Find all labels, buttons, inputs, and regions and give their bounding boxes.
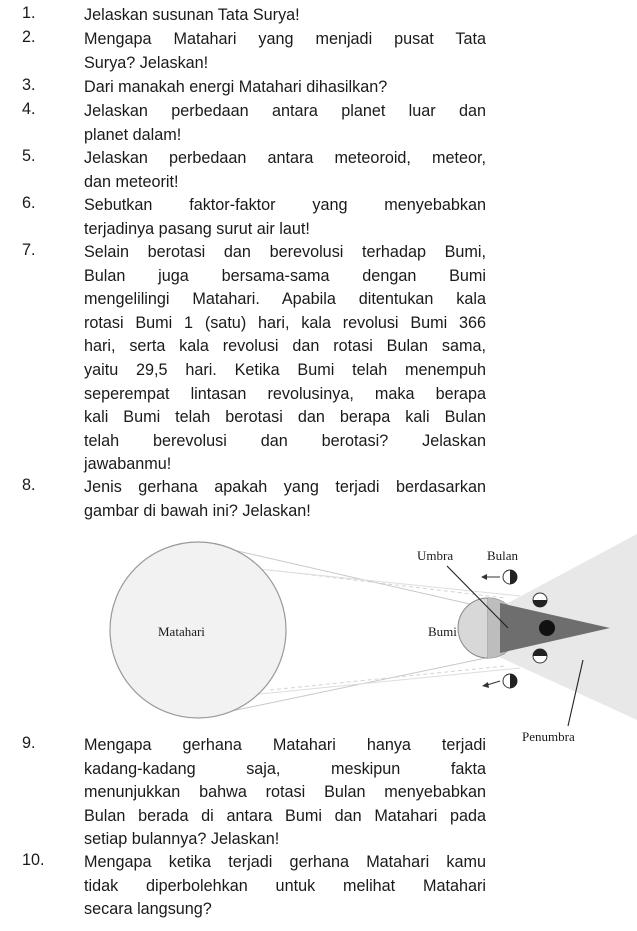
question-text: [84, 100, 486, 147]
question-line: seperempat lintasan revolusinya, maka berapa: [84, 384, 486, 403]
moon-label: Bulan: [487, 548, 519, 563]
question-line: Surya? Jelaskan!: [84, 53, 209, 72]
question-line: Bulan juga bersama-sama dengan Bumi: [84, 266, 486, 285]
question-line: tidak diperbolehkan untuk melihat Matahari: [84, 876, 486, 895]
question-text: [84, 147, 486, 194]
question-line: gambar di bawah ini? Jelaskan!: [84, 501, 311, 520]
question-line: terjadinya pasang surut air laut!: [84, 219, 310, 238]
question-text: [84, 476, 486, 523]
moon-phase: [533, 649, 547, 663]
question-text: [84, 194, 486, 241]
question-line: jawabanmu!: [84, 455, 172, 474]
moon-phase: [533, 593, 547, 607]
question-line: hari, serta kala revolusi dan rotasi Bulan sama,: [84, 337, 486, 356]
question-number: 7.: [22, 241, 36, 259]
earth-label: Bumi: [428, 624, 457, 639]
question-text: [84, 241, 486, 477]
question-line: kadang-kadang saja, meskipun fakta: [84, 759, 486, 778]
question-number: 10.: [22, 851, 45, 869]
question-line: menunjukkan bahwa rotasi Bulan menyebabkan: [84, 783, 486, 802]
question-line: Mengapa gerhana Matahari hanya terjadi: [84, 736, 486, 754]
question-number: 8.: [22, 476, 36, 494]
question-line: kali Bumi telah berotasi dan berapa kali Bulan: [84, 408, 486, 427]
question-line: Jelaskan perbedaan antara meteoroid, meteor,: [84, 149, 486, 167]
question-text: [84, 28, 486, 75]
question-text: [84, 734, 486, 852]
question-line: Jenis gerhana apakah yang terjadi berdasarkan: [84, 478, 486, 496]
moon-eclipsed: [539, 620, 555, 636]
question-number: 9.: [22, 734, 36, 752]
moon-phase: [503, 570, 517, 584]
question-line: Mengapa ketika terjadi gerhana Matahari kamu: [84, 853, 486, 871]
lunar-eclipse-diagram: [0, 530, 637, 745]
question-number: 5.: [22, 147, 36, 165]
umbra-label: Umbra: [417, 548, 454, 563]
question-text: [84, 76, 486, 100]
question-number: 6.: [22, 194, 36, 212]
question-line: telah berevolusi dan berotasi? Jelaskan: [84, 431, 486, 450]
sun-label: Matahari: [158, 624, 205, 639]
question-line: setiap bulannya? Jelaskan!: [84, 830, 280, 849]
question-line: planet dalam!: [84, 125, 182, 144]
orbit-arrow: [487, 681, 500, 685]
penumbra-label: Penumbra: [522, 729, 575, 744]
question-line: secara langsung?: [84, 900, 212, 919]
question-line: Dari manakah energi Matahari dihasilkan?: [84, 78, 388, 96]
question-line: Mengapa Matahari yang menjadi pusat Tata: [84, 30, 486, 48]
question-line: Sebutkan faktor-faktor yang menyebabkan: [84, 196, 486, 214]
question-number: 2.: [22, 28, 36, 46]
question-line: Jelaskan susunan Tata Surya!: [84, 6, 300, 24]
orbit-arrow-head: [482, 682, 489, 688]
question-line: rotasi Bumi 1 (satu) hari, kala revolusi Bumi 366: [84, 313, 486, 332]
question-line: mengelilingi Matahari. Apabila ditentukan kala: [84, 290, 486, 309]
orbit-arrow-head: [481, 574, 487, 580]
question-text: [84, 4, 486, 28]
question-line: Bulan berada di antara Bumi dan Matahari pada: [84, 806, 486, 825]
question-number: 4.: [22, 100, 36, 118]
question-line: Jelaskan perbedaan antara planet luar dan: [84, 102, 486, 120]
question-line: yaitu 29,5 hari. Ketika Bumi telah menempuh: [84, 360, 486, 379]
question-text: [84, 851, 486, 922]
question-line: dan meteorit!: [84, 172, 179, 191]
question-number: 3.: [22, 76, 36, 94]
question-line: Selain berotasi dan berevolusi terhadap Bumi,: [84, 243, 486, 261]
moon-phase: [503, 674, 517, 688]
question-number: 1.: [22, 4, 36, 22]
